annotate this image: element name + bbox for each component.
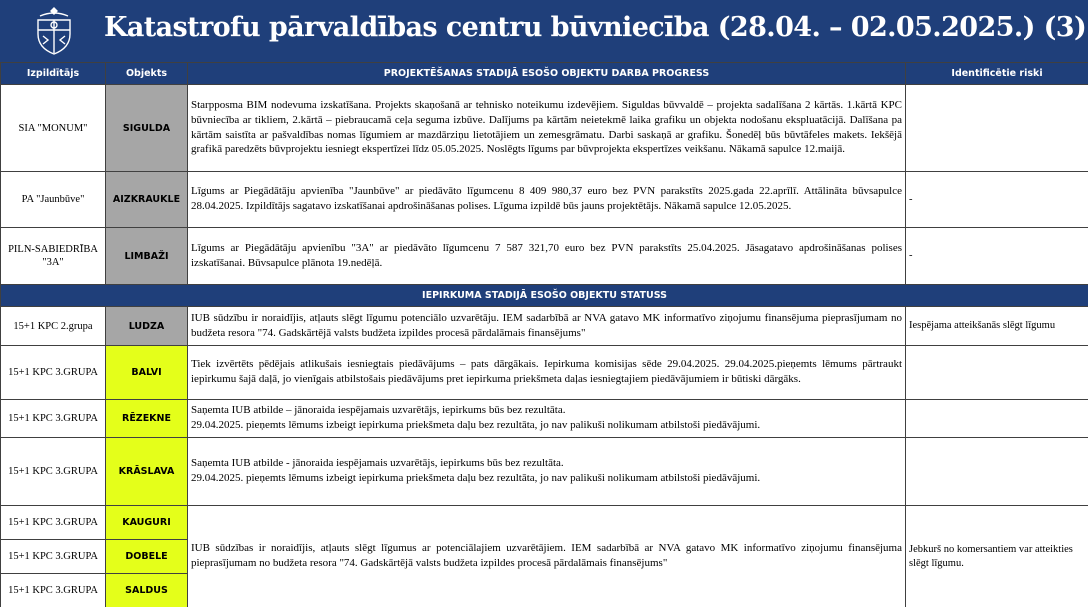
description-cell: Līgums ar Piegādātāju apvienība "Jaunbūve" ar piedāvāto līgumcenu 8 409 980,37 euro bez PVN parakstīts 2025.gada 22.aprīlī. Attālināta būvsapulce 28.04.2025. Izpildītājs sagatavo izskatīšanai apdrošināšanas polises. Līguma izpildē būs jauns projektētājs. Nākamā sapulce 12.05.2025. [188, 172, 906, 228]
description-cell: Līgums ar Piegādātāju apvienību "3A" ar piedāvāto līgumcenu 7 587 321,70 euro bez PVN parakstīts 25.04.2025. Jāsagatavo apdrošināšanas polises izskatīšanai. Būvsapulce plānota 19.nedēļā. [188, 228, 906, 285]
executor-cell: 15+1 KPC 3.GRUPA [1, 506, 106, 540]
risk-cell [906, 438, 1088, 506]
table-row [1, 228, 1088, 285]
column-header-risks: Identificētie riski [906, 63, 1088, 85]
description-cell: IUB sūdzību ir noraidījis, atļauts slēgt līgumu potenciālo uzvarētāju. IEM sadarbībā ar NVA gatavo MK informatīvo ziņojumu finansējuma pieprasījumam no budžeta resora "74. Gadskārtējā valsts budžeta izpildes procesā pārdalāmais finansējums" [188, 307, 906, 346]
column-header-object: Objekts [106, 63, 188, 85]
risk-cell: Iespējama atteikšanās slēgt līgumu [906, 307, 1088, 346]
executor-cell: 15+1 KPC 3.GRUPA [1, 346, 106, 400]
object-cell: LIMBAŽI [106, 228, 188, 285]
description-cell: Tiek izvērtēts pēdējais atlikušais iesniegtais piedāvājums – pats dārgākais. Iepirkuma komisijas sēde 29.04.2025. 29.04.2025.pieņemts lēmums pārtraukt iepirkumu šajā daļā, jo vienīgais atbilstošais piedāvājums pret iepirkuma priekšmeta daļas iesniegtajiem piedāvājumiem ir būtiski dārgāks. [188, 346, 906, 400]
executor-cell: 15+1 KPC 3.GRUPA [1, 400, 106, 438]
object-cell: SIGULDA [106, 85, 188, 172]
table-row [1, 172, 1088, 228]
page-title: Katastrofu pārvaldības centru būvniecība (28.04. – 02.05.2025.) (3) [104, 12, 1087, 43]
object-cell: DOBELE [106, 540, 188, 574]
risk-cell: - [906, 172, 1088, 228]
executor-cell: PILN-SABIEDRĪBA "3A" [1, 228, 106, 285]
object-cell: LUDZA [106, 307, 188, 346]
column-header-executor: Izpildītājs [1, 63, 106, 85]
table-row [1, 438, 1088, 506]
object-cell: SALDUS [106, 574, 188, 607]
description-line: Saņemta IUB atbilde - jānoraida iespējamais uzvarētājs, iepirkums būs bez rezultāta. [191, 457, 564, 470]
risk-cell: - [906, 228, 1088, 285]
object-cell: KRĀSLAVA [106, 438, 188, 506]
executor-cell: PA "Jaunbūve" [1, 172, 106, 228]
table-row [1, 506, 1088, 540]
risk-cell [906, 85, 1088, 172]
column-header-progress: PROJEKTĒŠANAS STADIJĀ ESOŠO OBJEKTU DARBA PROGRESS [188, 63, 906, 85]
risk-cell: Jebkurš no komersantiem var atteikties slēgt līgumu. [906, 506, 1088, 607]
description-cell [188, 438, 906, 506]
coat-of-arms-icon [32, 6, 76, 58]
risk-cell [906, 346, 1088, 400]
section-header-row [1, 285, 1088, 307]
risk-cell [906, 400, 1088, 438]
section-title-procurement: IEPIRKUMA STADIJĀ ESOŠO OBJEKTU STATUSS [1, 285, 1088, 307]
table-row [1, 307, 1088, 346]
table-row [1, 346, 1088, 400]
object-cell: RĒZEKNE [106, 400, 188, 438]
executor-cell: 15+1 KPC 3.GRUPA [1, 438, 106, 506]
status-table [0, 62, 1088, 607]
column-header-row [1, 63, 1088, 85]
executor-cell: SIA "MONUM" [1, 85, 106, 172]
description-line: 29.04.2025. pieņemts lēmums izbeigt iepirkuma priekšmeta daļu bez rezultāta, jo nav palikuši nolikumam atbilstoši piedāvājumi. [191, 472, 761, 484]
description-line: Saņemta IUB atbilde – jānoraida iespējamais uzvarētājs, iepirkums būs bez rezultāta. [191, 404, 566, 417]
table-row [1, 85, 1088, 172]
header-banner [0, 0, 1088, 62]
object-cell: BALVI [106, 346, 188, 400]
executor-cell: 15+1 KPC 2.grupa [1, 307, 106, 346]
table-row [1, 400, 1088, 438]
executor-cell: 15+1 KPC 3.GRUPA [1, 574, 106, 607]
description-cell [188, 400, 906, 438]
object-cell: AIZKRAUKLE [106, 172, 188, 228]
description-cell: Starpposma BIM nodevuma izskatīšana. Projekts skaņošanā ar tehnisko noteikumu izdevējiem. Siguldas būvvaldē – projekta sadalīšana 2 kārtās. 1.kārtā KPC būvniecība ar tikliem, 2.kārtā – piebraucamā ceļa seguma izbūve. Dalījums pa kārtām neietekmē laika grafiku un objekta nodošanu ekspluatācijā. Dalīšana pa kārtām saistīta ar pašvaldības nomas līgumiem ar mazdārziņu lietotājiem un zemesgrāmatu. Darbi saskaņā ar grafiku. Šonedēļ būs būvtāfeles makets. Iekšējā grafikā paredzēts būvprojektu iesniegt ekspertīzei līdz 05.05.2025. Noslēgts līgums par būvprojekta ekspertīzes veikšanu. Nākamā sapulce 12.maijā. [188, 85, 906, 172]
object-cell: KAUGURI [106, 506, 188, 540]
executor-cell: 15+1 KPC 3.GRUPA [1, 540, 106, 574]
description-line: 29.04.2025. pieņemts lēmums izbeigt iepirkuma priekšmeta daļu bez rezultāta, jo nav palikuši nolikumam atbilstoši piedāvājumi. [191, 419, 761, 431]
description-cell: IUB sūdzības ir noraidījis, atļauts slēgt līgumus ar potenciālajiem uzvarētājiem. IEM sadarbībā ar NVA gatavo MK informatīvo ziņojumu finansējuma pieprasījumam no budžeta resora "74. Gadskārtējā valsts budžeta izpildes procesā pārdalāmais finansējums" [188, 506, 906, 607]
